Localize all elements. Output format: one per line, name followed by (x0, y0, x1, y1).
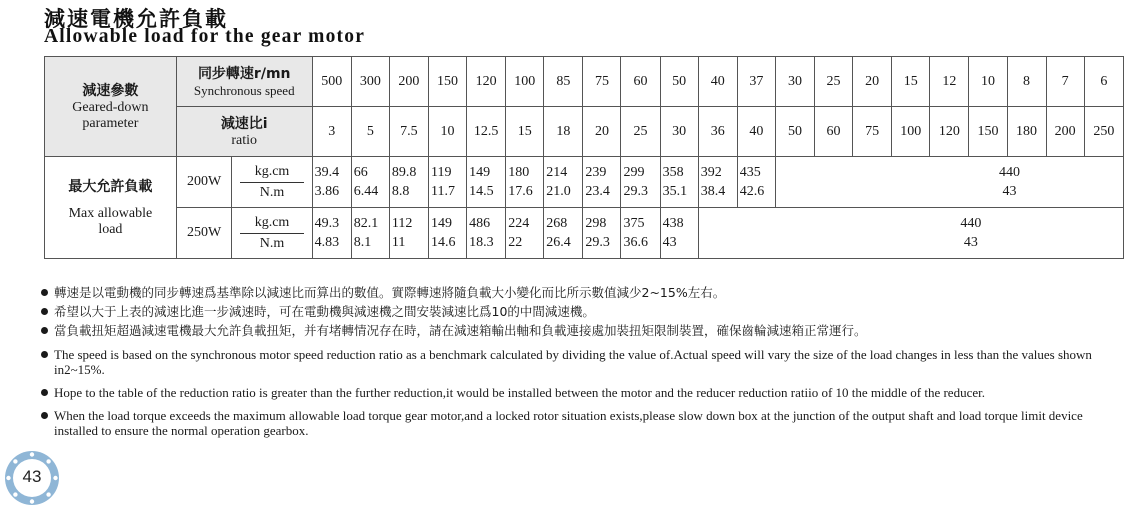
speed-cell: 100 (506, 57, 544, 107)
speed-cell: 40 (698, 57, 737, 107)
unit-nm: N.m (259, 184, 285, 200)
ratio-cell: 40 (737, 107, 775, 157)
value-nm: 35.1 (662, 184, 688, 199)
note-text: When the load torque exceeds the maximum allowable load torque gear motor,and a locked rotor situation exists,please slow down box at the junction of the output shaft and load torque limit device installed to ensure the normal operation gearbox. (54, 408, 1083, 438)
value-nm: 36.6 (623, 235, 648, 250)
load-value-cell (698, 157, 737, 208)
value-kgcm: 268 (546, 216, 568, 231)
value-kgcm: 440 (998, 165, 1020, 180)
load-value-cell (428, 157, 466, 208)
load-label-cell (45, 157, 177, 259)
title-english: Allowable load for the gear motor (44, 26, 366, 47)
notes-english (40, 347, 1125, 446)
load-label-zh: 最大允許負載 (68, 178, 153, 195)
ratio-cell: 12.5 (467, 107, 506, 157)
value-kgcm: 82.1 (353, 216, 379, 231)
ratio-cell: 25 (621, 107, 660, 157)
value-nm: 22 (508, 235, 523, 250)
ratio-label-cell (176, 107, 312, 157)
ratio-cell: 120 (930, 107, 969, 157)
value-nm: 43 (1002, 184, 1017, 199)
note-text: The speed is based on the synchronous motor speed reduction ratio as a benchmark calculated by dividing the value of.Actual speed will vary the size of the load changes in less than the values shown in2~15%. (54, 347, 1092, 377)
value-kgcm: 39.4 (314, 165, 340, 180)
load-value-cell (351, 157, 389, 208)
speed-cell: 50 (660, 57, 698, 107)
ratio-cell: 18 (544, 107, 583, 157)
speed-label-cell (176, 57, 312, 107)
value-kgcm: 239 (585, 165, 607, 180)
power-cell: 200W (176, 157, 232, 208)
value-kgcm: 438 (662, 216, 684, 231)
value-kgcm: 66 (353, 165, 368, 180)
param-label-cell (45, 57, 177, 157)
speed-cell: 10 (969, 57, 1007, 107)
bullet-icon (41, 289, 48, 296)
speed-cell: 60 (621, 57, 660, 107)
speed-cell: 25 (815, 57, 853, 107)
value-kgcm: 440 (960, 216, 982, 231)
load-value-cell (428, 208, 466, 259)
load-value-cell (737, 157, 775, 208)
load-label-en-2: load (98, 221, 123, 237)
note-en (40, 347, 1125, 377)
param-label-zh: 減速參數 (82, 82, 139, 99)
load-value-cell (544, 157, 583, 208)
load-value-cell (621, 157, 660, 208)
note-text: 轉速是以電動機的同步轉速爲基準除以減速比而算出的數值。實際轉速將隨負載大小變化而比所示數值減少2~15%左右。 (54, 285, 726, 300)
value-nm: 3.86 (314, 184, 340, 199)
value-kgcm: 435 (739, 165, 761, 180)
param-label-en-1: Geared-down (72, 99, 149, 115)
speed-cell: 500 (312, 57, 351, 107)
unit-kgcm: kg.cm (240, 213, 303, 234)
load-value-cell (544, 208, 583, 259)
value-nm: 42.6 (739, 184, 765, 199)
value-nm: 21.0 (546, 184, 571, 199)
ratio-cell: 50 (775, 107, 814, 157)
bullet-icon (41, 308, 48, 315)
constant-load-cell (775, 157, 1123, 208)
speed-label-zh: 同步轉速r/mn (197, 65, 291, 82)
speed-cell: 120 (467, 57, 506, 107)
unit-nm: N.m (259, 235, 285, 251)
value-nm: 18.3 (469, 235, 494, 250)
ratio-cell: 20 (583, 107, 621, 157)
value-kgcm: 358 (662, 165, 684, 180)
ratio-cell: 5 (351, 107, 389, 157)
speed-cell: 15 (892, 57, 930, 107)
load-value-cell (312, 157, 351, 208)
value-nm: 43 (963, 235, 978, 250)
load-value-cell (506, 157, 544, 208)
speed-cell: 8 (1007, 57, 1046, 107)
value-kgcm: 149 (469, 165, 491, 180)
note-en (40, 385, 1125, 400)
value-nm: 29.3 (623, 184, 648, 199)
value-kgcm: 180 (508, 165, 530, 180)
value-kgcm: 214 (546, 165, 568, 180)
ratio-cell: 200 (1046, 107, 1084, 157)
value-nm: 17.6 (508, 184, 533, 199)
bullet-icon (41, 389, 48, 396)
load-value-cell (506, 208, 544, 259)
load-value-cell (621, 208, 660, 259)
bullet-icon (41, 351, 48, 358)
load-label-en-1: Max allowable (68, 205, 153, 221)
note-zh (40, 283, 1130, 302)
gear-motor-load-table (44, 56, 1124, 259)
speed-cell: 12 (930, 57, 969, 107)
constant-load-cell (698, 208, 1123, 259)
load-value-cell (660, 208, 698, 259)
value-kgcm: 49.3 (314, 216, 340, 231)
ratio-cell: 30 (660, 107, 698, 157)
ratio-cell: 3 (312, 107, 351, 157)
value-kgcm: 375 (623, 216, 645, 231)
value-kgcm: 224 (508, 216, 530, 231)
value-kgcm: 112 (391, 216, 413, 231)
load-value-cell (583, 157, 621, 208)
load-value-cell (312, 208, 351, 259)
value-nm: 14.5 (469, 184, 494, 199)
note-text: 當負載扭矩超過減速電機最大允許負載扭矩，并有堵轉情况存在時，請在減速箱輸出軸和負載連接處加裝扭矩限制裝置，確保齒輪減速箱正常運行。 (54, 323, 867, 338)
speed-cell: 6 (1084, 57, 1123, 107)
load-value-cell (583, 208, 621, 259)
value-nm: 43 (662, 235, 677, 250)
value-nm: 4.83 (314, 235, 340, 250)
speed-cell: 75 (583, 57, 621, 107)
speed-cell: 300 (351, 57, 389, 107)
value-nm: 8.1 (353, 235, 372, 250)
value-nm: 38.4 (700, 184, 726, 199)
speed-cell: 200 (389, 57, 428, 107)
value-nm: 23.4 (585, 184, 610, 199)
value-kgcm: 392 (700, 165, 722, 180)
speed-label-en: Synchronous speed (193, 82, 295, 98)
ratio-cell: 75 (853, 107, 892, 157)
page-number: 43 (22, 467, 42, 486)
value-kgcm: 299 (623, 165, 645, 180)
note-zh (40, 302, 1130, 321)
value-kgcm: 149 (430, 216, 452, 231)
ratio-cell: 180 (1007, 107, 1046, 157)
title-chinese: 減速電機允許負載 (44, 7, 228, 31)
speed-cell: 7 (1046, 57, 1084, 107)
unit-kgcm: kg.cm (240, 162, 303, 183)
speed-cell: 37 (737, 57, 775, 107)
param-label-en-2: parameter (82, 115, 139, 131)
unit-cell (232, 157, 312, 208)
note-en (40, 408, 1125, 438)
value-kgcm: 486 (469, 216, 491, 231)
ratio-label-zh: 減速比i (220, 115, 268, 132)
value-kgcm: 119 (430, 165, 452, 180)
ratio-cell: 250 (1084, 107, 1123, 157)
value-kgcm: 298 (585, 216, 607, 231)
value-nm: 11 (391, 235, 406, 250)
speed-cell: 150 (428, 57, 466, 107)
notes-chinese (40, 283, 1130, 340)
bullet-icon (41, 412, 48, 419)
unit-cell (232, 208, 312, 259)
ratio-cell: 100 (892, 107, 930, 157)
speed-cell: 30 (775, 57, 814, 107)
ratio-cell: 7.5 (389, 107, 428, 157)
ratio-cell: 150 (969, 107, 1007, 157)
value-nm: 8.8 (391, 184, 410, 199)
ratio-cell: 36 (698, 107, 737, 157)
value-nm: 6.44 (353, 184, 379, 199)
note-text: Hope to the table of the reduction ratio is greater than the further reduction,it would be installed between the motor and the reducer reduction ratiio of 10 the middle of the reducer. (54, 385, 985, 400)
load-value-cell (467, 208, 506, 259)
load-value-cell (389, 208, 428, 259)
load-value-cell (389, 157, 428, 208)
ratio-cell: 15 (506, 107, 544, 157)
load-value-cell (660, 157, 698, 208)
speed-cell: 20 (853, 57, 892, 107)
note-text: 希望以大于上表的減速比進一步減速時，可在電動機與減速機之間安裝減速比爲10的中間減速機。 (54, 304, 595, 319)
value-nm: 26.4 (546, 235, 571, 250)
speed-cell: 85 (544, 57, 583, 107)
power-cell: 250W (176, 208, 232, 259)
load-value-cell (467, 157, 506, 208)
value-nm: 11.7 (430, 184, 455, 199)
bullet-icon (41, 327, 48, 334)
load-value-cell (351, 208, 389, 259)
ratio-label-en: ratio (231, 132, 258, 148)
value-nm: 14.6 (430, 235, 456, 250)
note-zh (40, 321, 1130, 340)
value-kgcm: 89.8 (391, 165, 417, 180)
ratio-cell: 10 (428, 107, 466, 157)
value-nm: 29.3 (585, 235, 610, 250)
ratio-cell: 60 (815, 107, 853, 157)
